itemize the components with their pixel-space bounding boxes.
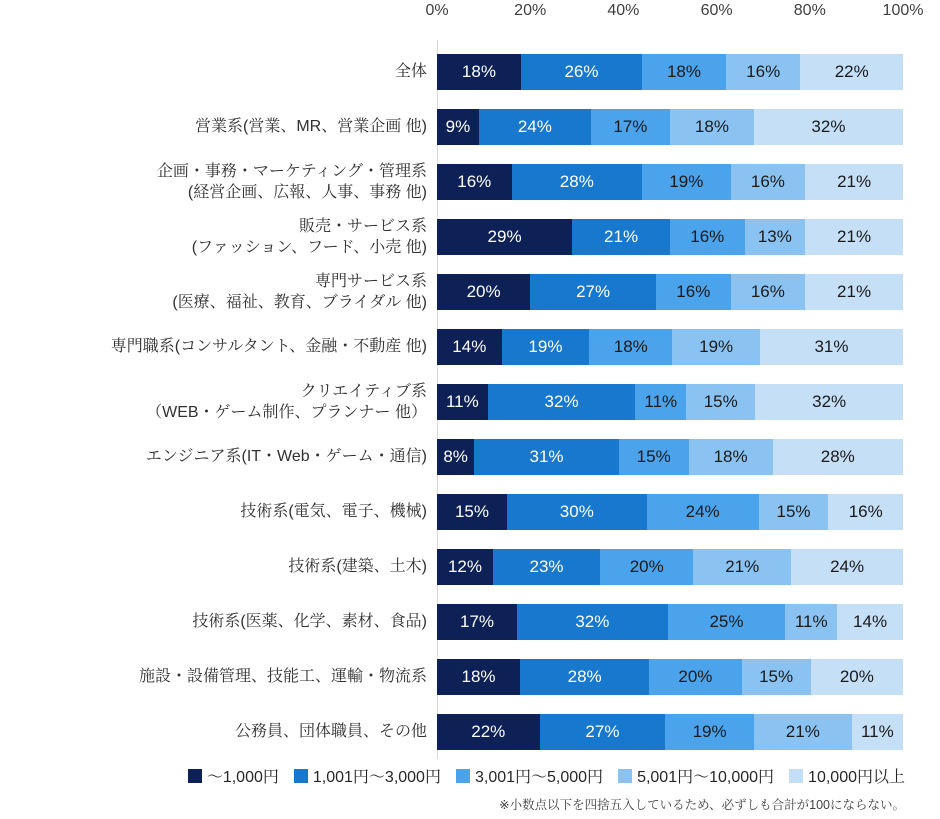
bar-segment-1: 18%	[437, 54, 521, 90]
bar-segment-5: 11%	[852, 714, 903, 750]
category-label: 専門サービス系 (医療、福祉、教育、ブライダル 他)	[172, 272, 427, 311]
chart-row	[0, 154, 903, 209]
legend-item	[789, 764, 905, 787]
bar-segment-2: 24%	[479, 109, 591, 145]
bar-segment-3: 24%	[647, 494, 759, 530]
bar-segment-5: 21%	[805, 274, 903, 310]
stacked-bar	[437, 384, 903, 420]
bar-rows	[0, 44, 903, 759]
legend-item	[456, 764, 603, 787]
bar-segment-5: 22%	[800, 54, 903, 90]
chart-row	[0, 264, 903, 319]
chart-row	[0, 539, 903, 594]
bar-segment-1: 29%	[437, 219, 572, 255]
x-axis-tick: 0%	[425, 2, 449, 19]
bar-segment-1: 16%	[437, 164, 512, 200]
x-axis-tick: 80%	[793, 2, 826, 19]
chart-row	[0, 704, 903, 759]
legend-label: 10,000円以上	[808, 769, 905, 786]
bar-segment-2: 27%	[540, 714, 666, 750]
bar-segment-1: 15%	[437, 494, 507, 530]
legend-item	[188, 764, 279, 787]
bar-segment-3: 18%	[589, 329, 672, 365]
bar-segment-4: 21%	[754, 714, 852, 750]
legend-color-swatch	[618, 769, 632, 783]
chart-row	[0, 594, 903, 649]
bar-segment-5: 20%	[811, 659, 903, 695]
bar-segment-1: 9%	[437, 109, 479, 145]
bar-segment-1: 18%	[437, 659, 520, 695]
bar-segment-3: 19%	[642, 164, 731, 200]
category-label: 専門職系(コンサルタント、金融・不動産 他)	[110, 338, 427, 355]
category-label: エンジニア系(IT・Web・ゲーム・通信)	[145, 448, 427, 465]
bar-segment-4: 11%	[785, 604, 837, 640]
category-label: 技術系(電気、電子、機械)	[240, 503, 427, 520]
category-label: 営業系(営業、MR、営業企画 他)	[195, 118, 427, 135]
bar-segment-2: 28%	[520, 659, 649, 695]
bar-segment-5: 31%	[760, 329, 903, 365]
bar-segment-3: 20%	[649, 659, 741, 695]
chart-row	[0, 374, 903, 429]
legend-color-swatch	[294, 769, 308, 783]
bar-segment-1: 12%	[437, 549, 493, 585]
legend-color-swatch	[188, 769, 202, 783]
bar-segment-5: 28%	[773, 439, 903, 475]
legend-item	[618, 764, 774, 787]
legend-label: 5,001円～10,000円	[637, 769, 775, 786]
stacked-bar	[437, 54, 903, 90]
bar-segment-4: 19%	[672, 329, 760, 365]
stacked-bar	[437, 549, 903, 585]
stacked-bar	[437, 329, 903, 365]
bar-segment-4: 16%	[731, 274, 806, 310]
x-axis-tick: 100%	[882, 2, 924, 19]
chart-row	[0, 99, 903, 154]
category-label: クリエイティブ系 （WEB・ゲーム制作、プランナー 他）	[146, 382, 427, 421]
stacked-bar	[437, 219, 903, 255]
bar-segment-3: 15%	[619, 439, 689, 475]
legend	[0, 764, 905, 787]
bar-segment-4: 16%	[731, 164, 806, 200]
bar-segment-5: 24%	[791, 549, 903, 585]
bar-segment-3: 11%	[635, 384, 686, 420]
bar-segment-3: 19%	[665, 714, 754, 750]
bar-segment-2: 32%	[517, 604, 668, 640]
bar-segment-5: 16%	[828, 494, 903, 530]
bar-segment-3: 17%	[591, 109, 670, 145]
bar-segment-5: 21%	[805, 219, 903, 255]
bar-segment-2: 19%	[502, 329, 590, 365]
bar-segment-4: 13%	[745, 219, 806, 255]
bar-segment-2: 27%	[530, 274, 656, 310]
legend-item	[294, 764, 441, 787]
bar-segment-1: 11%	[437, 384, 488, 420]
bar-segment-1: 20%	[437, 274, 530, 310]
category-label: 販売・サービス系 (ファッション、フード、小売 他)	[191, 217, 427, 256]
x-axis-tick: 60%	[700, 2, 733, 19]
bar-segment-4: 18%	[670, 109, 754, 145]
bar-segment-1: 14%	[437, 329, 502, 365]
bar-segment-3: 18%	[642, 54, 726, 90]
bar-segment-4: 15%	[742, 659, 811, 695]
bar-segment-3: 20%	[600, 549, 693, 585]
bar-segment-2: 28%	[512, 164, 642, 200]
bar-segment-5: 32%	[755, 384, 903, 420]
bar-segment-2: 30%	[507, 494, 647, 530]
category-label: 技術系(建築、土木)	[288, 558, 427, 575]
category-label: 施設・設備管理、技能工、運輸・物流系	[138, 668, 427, 685]
stacked-bar	[437, 439, 903, 475]
bar-segment-5: 32%	[754, 109, 903, 145]
stacked-bar	[437, 494, 903, 530]
x-axis-tick: 20%	[514, 2, 547, 19]
bar-segment-2: 21%	[572, 219, 670, 255]
bar-segment-2: 23%	[493, 549, 600, 585]
stacked-bar	[437, 274, 903, 310]
stacked-bar	[437, 714, 903, 750]
bar-segment-3: 16%	[656, 274, 731, 310]
chart-row	[0, 44, 903, 99]
x-axis-tick: 40%	[607, 2, 640, 19]
stacked-bar	[437, 164, 903, 200]
bar-segment-4: 18%	[689, 439, 773, 475]
bar-segment-4: 15%	[686, 384, 755, 420]
stacked-bar	[437, 109, 903, 145]
category-label: 公務員、団体職員、その他	[234, 723, 427, 740]
x-axis	[425, 0, 924, 26]
legend-color-swatch	[456, 769, 470, 783]
legend-label: ～1,000円	[206, 769, 279, 786]
bar-segment-2: 32%	[488, 384, 636, 420]
stacked-bar	[437, 659, 903, 695]
bar-segment-3: 16%	[670, 219, 745, 255]
chart-row	[0, 484, 903, 539]
bar-segment-1: 17%	[437, 604, 517, 640]
legend-color-swatch	[789, 769, 803, 783]
chart-footnote: ※小数点以下を四捨五入しているため、必ずしも合計が100にならない。	[499, 798, 905, 812]
legend-label: 1,001円～3,000円	[312, 769, 441, 786]
bar-segment-4: 15%	[759, 494, 829, 530]
chart-row	[0, 429, 903, 484]
bar-segment-4: 16%	[726, 54, 801, 90]
category-label: 技術系(医薬、化学、素材、食品)	[192, 613, 427, 630]
category-label: 全体	[394, 63, 427, 80]
bar-segment-4: 21%	[693, 549, 791, 585]
chart-row	[0, 649, 903, 704]
bar-segment-3: 25%	[668, 604, 786, 640]
bar-segment-5: 14%	[837, 604, 903, 640]
chart-row	[0, 319, 903, 374]
stacked-bar	[437, 604, 903, 640]
bar-segment-2: 31%	[474, 439, 618, 475]
bar-segment-5: 21%	[805, 164, 903, 200]
bar-segment-1: 22%	[437, 714, 540, 750]
bar-segment-1: 8%	[437, 439, 474, 475]
legend-label: 3,001円～5,000円	[474, 769, 604, 786]
chart-row	[0, 209, 903, 264]
category-label: 企画・事務・マーケティング・管理系 (経営企画、広報、人事、事務 他)	[156, 162, 427, 201]
bar-segment-2: 26%	[521, 54, 642, 90]
